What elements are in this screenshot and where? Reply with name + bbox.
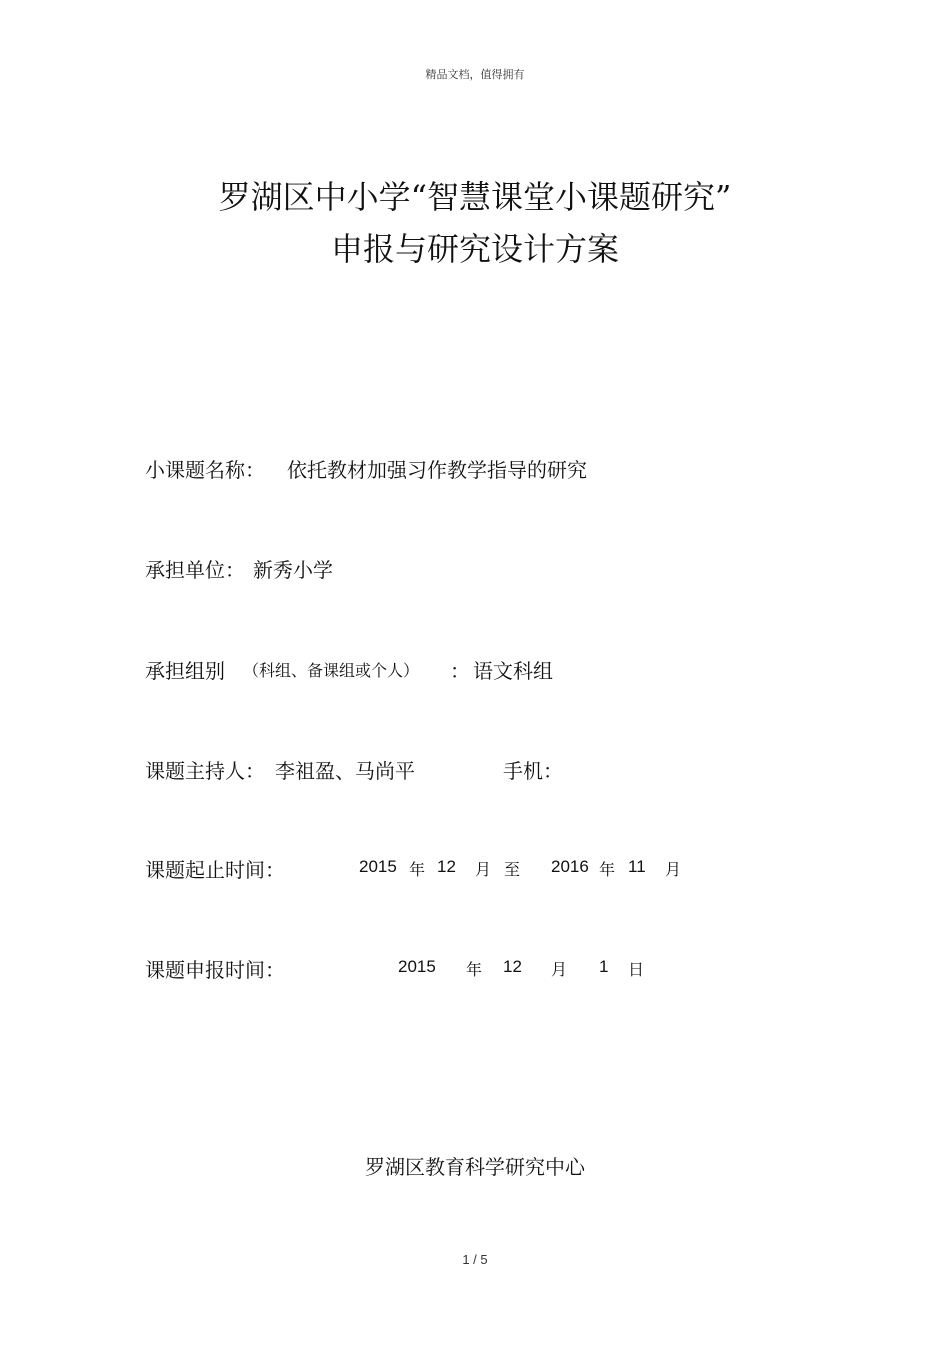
period-to: 至	[504, 860, 521, 879]
group-colon: ：	[450, 659, 470, 683]
apply-month-char: 月	[551, 960, 568, 979]
period-end-year: 2016	[551, 857, 589, 876]
period-label: 课题起止时间：	[145, 858, 285, 882]
apply-month: 12	[503, 957, 522, 976]
period-month-char-1: 月	[475, 860, 492, 879]
group-note: （科组、备课组或个人）	[243, 661, 420, 680]
group-value: 语文科组	[473, 659, 553, 683]
issuing-organization: 罗湖区教育科学研究中心	[365, 1155, 585, 1179]
host-label: 课题主持人：	[145, 759, 265, 783]
period-start-month: 12	[437, 857, 456, 876]
apply-day: 1	[599, 957, 609, 976]
phone-label: 手机：	[503, 759, 563, 783]
group-label: 承担组别	[145, 659, 225, 683]
apply-label: 课题申报时间：	[145, 958, 285, 982]
apply-year-char: 年	[466, 960, 483, 979]
period-end-month: 11	[628, 857, 646, 876]
host-value: 李祖盈、马尚平	[275, 759, 415, 783]
period-start-year: 2015	[359, 857, 397, 876]
period-month-char-2: 月	[665, 860, 682, 879]
page-number: 1 / 5	[462, 1252, 488, 1267]
period-year-char-1: 年	[409, 860, 426, 879]
apply-year: 2015	[398, 957, 436, 976]
topic-value: 依托教材加强习作教学指导的研究	[287, 458, 587, 482]
unit-label: 承担单位：	[145, 558, 245, 582]
apply-day-char: 日	[628, 960, 645, 979]
topic-label: 小课题名称：	[145, 458, 265, 482]
period-year-char-2: 年	[599, 860, 616, 879]
page-header: 精品文档，值得拥有	[425, 68, 525, 81]
unit-value: 新秀小学	[253, 558, 333, 582]
title-line-1: 罗湖区中小学“智慧课堂小课题研究”	[218, 178, 732, 216]
title-line-2: 申报与研究设计方案	[330, 230, 619, 268]
